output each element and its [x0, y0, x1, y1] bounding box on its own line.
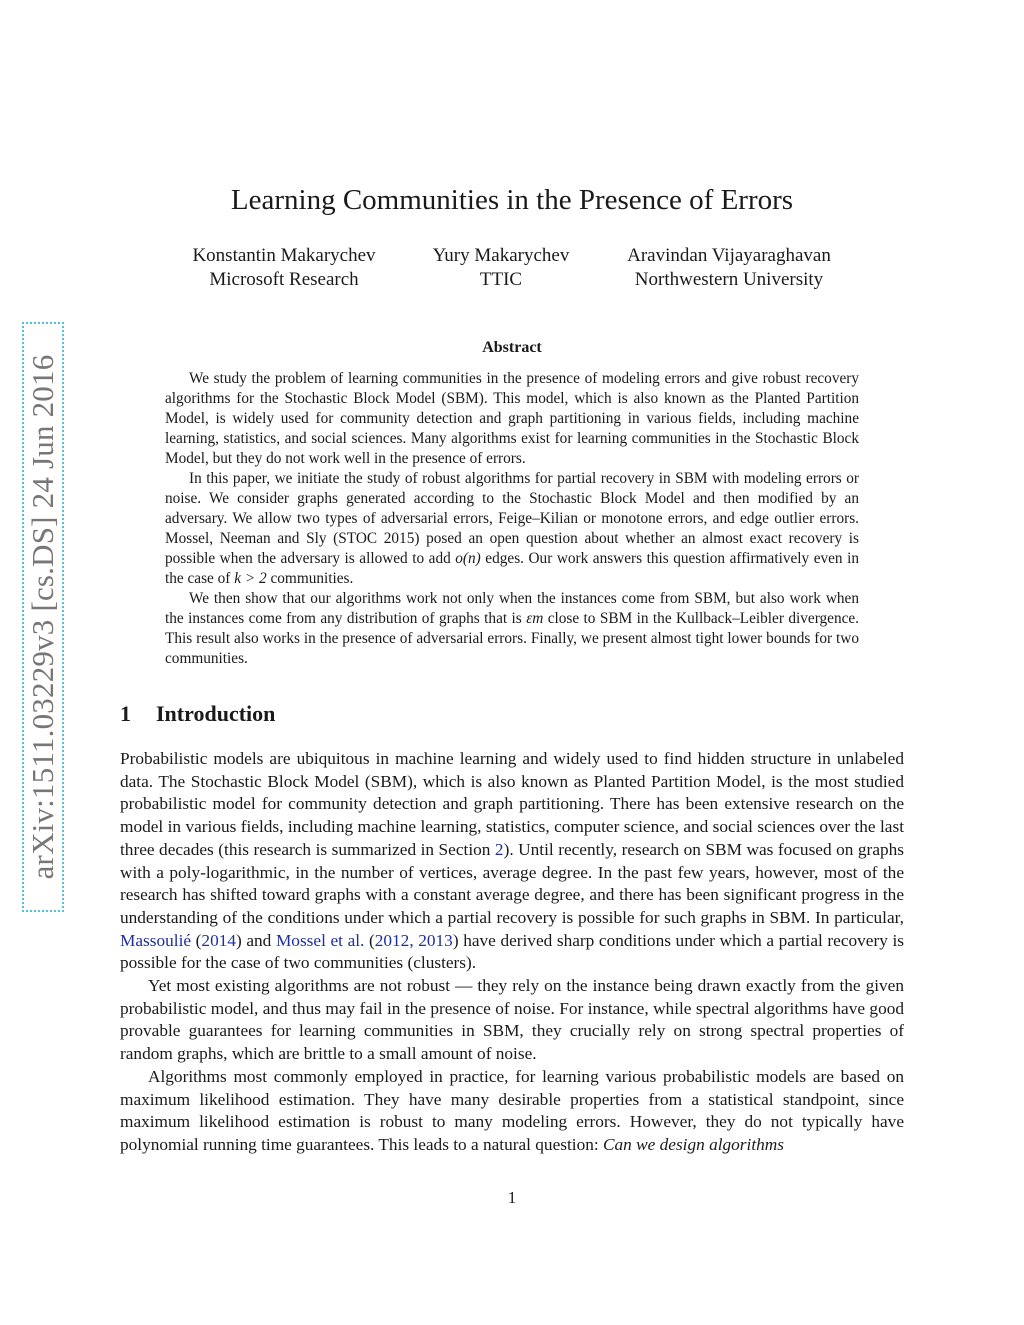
author-name: Konstantin Makarychev [192, 245, 376, 266]
abstract-paragraph: We then show that our algorithms work not only when the instances come from SBM, but also work when the instances come from any distribution of graphs that is εm close to SBM in the Kullback–Leibler divergence. This result also works in the presence of adversarial errors. Finally, we present almost tight lower bounds for two communities. [165, 590, 860, 667]
intro-paragraph: Yet most existing algorithms are not robust — they rely on the instance being drawn exactly from the given probabilistic model, and thus may fail in the presence of noise. For instance, while spectral algorithms have good provable guarantees for learning communities in SBM, they crucially rely on strong spectral properties of random graphs, which are brittle to a small amount of noise. [120, 976, 904, 1064]
author-affiliation: Northwestern University [634, 269, 824, 290]
math-inline: εm [526, 610, 544, 627]
section-title: Introduction [156, 701, 276, 726]
author-affiliation: TTIC [479, 269, 523, 290]
citation-link-mossel[interactable]: Mossel et al. [275, 930, 365, 950]
abstract-paragraph: In this paper, we initiate the study of robust algorithms for partial recovery in SBM with modeling errors or noise. We consider graphs generated according to the Stochastic Block Model and then modified by an adversary. We allow two types of adversarial errors, Feige–Kilian or monotone errors, and edge outlier errors. Mossel, Neeman and Sly (STOC 2015) posed an open question about whether an almost exact recovery is possible when the adversary is allowed to add o(n) edges. Our work answers this question affirmatively even in the case of k > 2 communities. [165, 470, 859, 587]
section-number: 1 [120, 701, 131, 726]
author-name: Aravindan Vijayaraghavan [627, 245, 831, 266]
author-block [184, 244, 384, 292]
citation-year-link[interactable]: 2012, 2013 [374, 930, 453, 950]
intro-body [120, 748, 904, 1157]
author-block [615, 244, 843, 292]
arxiv-stamp [22, 322, 64, 912]
math-inline: k > 2 [234, 570, 267, 587]
section-heading [120, 701, 275, 727]
math-inline: o(n) [455, 550, 481, 567]
intro-paragraph: Algorithms most commonly employed in practice, for learning various probabilistic models are based on maximum likelihood estimation. They have many desirable properties from a statistical standpoint, since maximum likelihood estimation is robust to many modeling errors. However, they do not typically have polynomial running time guarantees. This leads to a natural question: Can we design algorithms [120, 1066, 904, 1154]
intro-paragraph: Probabilistic models are ubiquitous in machine learning and widely used to find hidden structure in unlabeled data. The Stochastic Block Model (SBM), which is also known as Planted Partition Model, is the most studied probabilistic model for community detection and graph partitioning. There has been extensive research on the model in various fields, including machine learning, statistics, computer science, and social sciences over the last three decades (this research is summarized in Section 2). Until recently, research on SBM was focused on graphs with a poly-logarithmic, in the number of vertices, average degree. In the past few years, however, most of the research has shifted toward graphs with a constant average degree, and there has been significant progress in the understanding of the conditions under which a partial recovery is possible for such graphs in SBM. In particular, Massoulié (2014) and Mossel et al. (2012, 2013) have derived sharp conditions under which a partial recovery is possible for the case of two communities (clusters). [120, 749, 904, 973]
paper-title: Learning Communities in the Presence of Errors [230, 184, 794, 216]
italic-text: Can we design algorithms [602, 1134, 784, 1154]
arxiv-id-text: arXiv:1511.03229v3 [cs.DS] 24 Jun 2016 [25, 354, 60, 880]
author-block [420, 244, 582, 292]
author-name: Yury Makarychev [432, 245, 570, 266]
abstract-body [165, 369, 859, 669]
abstract-heading: Abstract [482, 339, 542, 356]
page-number: 1 [507, 1188, 517, 1207]
citation-link-massoulie[interactable]: Massoulié [120, 930, 192, 950]
author-affiliation: Microsoft Research [209, 269, 359, 290]
section-ref-link[interactable]: 2 [494, 839, 504, 859]
citation-year-link[interactable]: 2014 [201, 930, 236, 950]
abstract-paragraph: We study the problem of learning communities in the presence of modeling errors and give robust recovery algorithms for the Stochastic Block Model (SBM). This model, which is also known as the Planted Partition Model, is widely used for community detection and graph partitioning in various fields, including machine learning, statistics, and social sciences. Many algorithms exist for learning communities in the Stochastic Block Model, but they do not work well in the presence of errors. [165, 370, 859, 467]
